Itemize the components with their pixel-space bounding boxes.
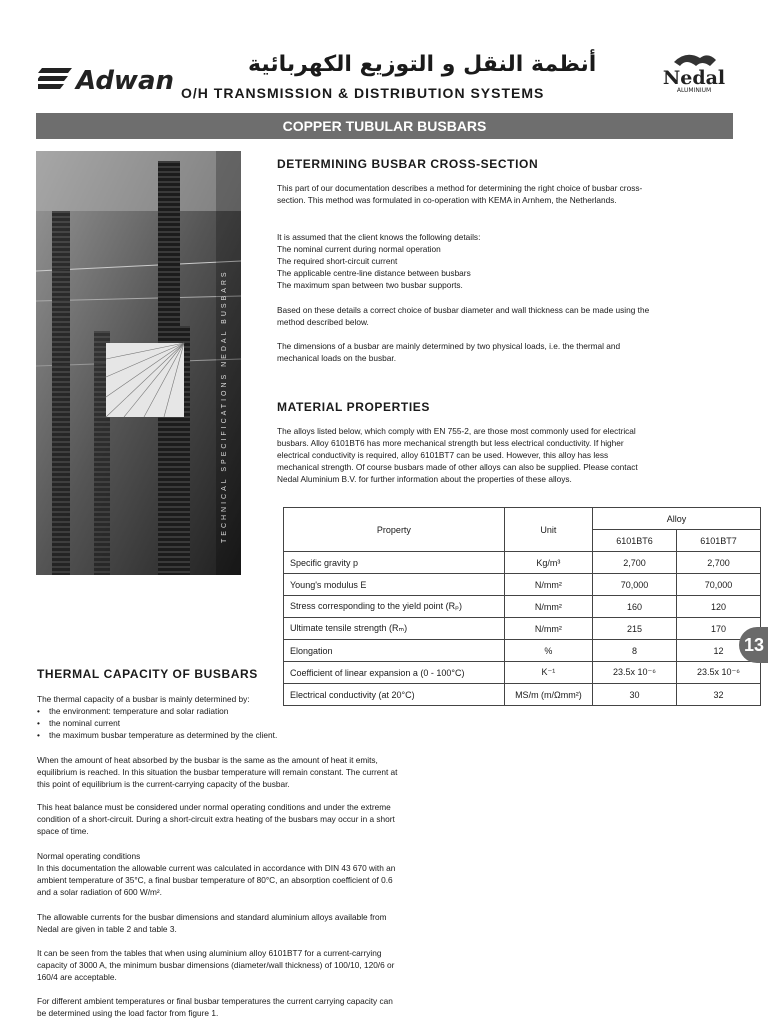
- cross-section-para-3: Based on these details a correct choice of busbar diameter and wall thickness can be made using the method described below.: [277, 305, 650, 327]
- adwan-logo-text: Adwan: [76, 66, 175, 96]
- cell-unit: %: [504, 640, 592, 662]
- list-item: • the maximum busbar temperature as determined by the client.: [49, 729, 402, 741]
- table-row: [284, 618, 761, 640]
- table-header-6101bt6: 6101BT6: [593, 530, 677, 552]
- cell-property: Ultimate tensile strength (Rₘ): [284, 618, 505, 640]
- list-item: • the environment: temperature and solar radiation: [49, 705, 402, 717]
- cell-property: Electrical conductivity (at 20°C): [284, 684, 505, 706]
- nedal-logo: [656, 48, 732, 94]
- material-properties-para: The alloys listed below, which comply with EN 755-2, are those most commonly used for electrical busbars. Alloy 6101BT6 has more mechanical strength but less electrical conductivity. If higher electrical conductivity is required, alloy 6101BT7 can be used. However, this alloy has less mechanical strength. Of course busbars made of other alloys can also be supplied. Please contact Nedal Aluminium B.V. for further information about the properties of these alloys.: [277, 426, 638, 484]
- cell-6101bt7: 23.5x 10⁻⁶: [676, 662, 760, 684]
- cell-6101bt6: 70,000: [593, 574, 677, 596]
- thermal-para-5: It can be seen from the tables that when using aluminium alloy 6101BT7 for a current-carrying capacity of 3000 A, the minimum busbar dimensions (diameter/wall thickness) of 100/10, 120/6 or 160/4 are acceptable.: [37, 948, 395, 982]
- cell-6101bt7: 170: [676, 618, 760, 640]
- page-number-tab: 13: [739, 627, 768, 663]
- normal-conditions-title: Normal operating conditions: [37, 851, 141, 861]
- cross-section-para-1: This part of our documentation describes a method for determining the right choice of busbar cross-section. This method was formulated in co-operation with KEMA in Arnhem, the Netherlands.: [277, 183, 643, 205]
- normal-conditions-block: [37, 850, 402, 898]
- client-details-intro: It is assumed that the client knows the following details:: [277, 232, 481, 242]
- table-header-unit: Unit: [504, 508, 592, 552]
- thermal-intro: The thermal capacity of a busbar is mainly determined by:: [37, 694, 250, 704]
- table-header-property: Property: [284, 508, 505, 552]
- cell-6101bt6: 23.5x 10⁻⁶: [593, 662, 677, 684]
- substation-photo: [36, 151, 241, 575]
- cell-unit: Kg/m³: [504, 552, 592, 574]
- header-subtitle: O/H TRANSMISSION & DISTRIBUTION SYSTEMS: [181, 85, 545, 101]
- cell-unit: N/mm²: [504, 574, 592, 596]
- cell-6101bt6: 160: [593, 596, 677, 618]
- thermal-para-6: For different ambient temperatures or final busbar temperatures the current carrying capacity can be determined using the load factor from figure 1.: [37, 996, 393, 1018]
- cell-unit: MS/m (m/Ωmm²): [504, 684, 592, 706]
- cell-property: Coefficient of linear expansion a (0 - 100°C): [284, 662, 505, 684]
- cell-property: Elongation: [284, 640, 505, 662]
- heading-cross-section: DETERMINING BUSBAR CROSS-SECTION: [277, 157, 539, 171]
- adwan-logo: [38, 60, 178, 96]
- thermal-bullet-list: [37, 705, 402, 741]
- cross-section-para-4: The dimensions of a busbar are mainly determined by two physical loads, i.e. the thermal and mechanical loads on the busbar.: [277, 341, 621, 363]
- nedal-logo-subtext: ALUMINIUM: [676, 87, 712, 94]
- nedal-logo-text: Nedal: [662, 67, 726, 89]
- arabic-title: أنظمة النقل و التوزيع الكهربائية: [248, 52, 597, 77]
- client-detail-item: The required short-circuit current: [277, 256, 398, 266]
- table-row: [284, 596, 761, 618]
- cell-6101bt7: 32: [676, 684, 760, 706]
- table-row: [284, 552, 761, 574]
- table-row: [284, 574, 761, 596]
- cell-6101bt7: 70,000: [676, 574, 760, 596]
- cell-unit: N/mm²: [504, 618, 592, 640]
- cell-6101bt6: 215: [593, 618, 677, 640]
- cell-6101bt6: 2,700: [593, 552, 677, 574]
- client-detail-item: The maximum span between two busbar supports.: [277, 280, 463, 290]
- heading-material-properties: MATERIAL PROPERTIES: [277, 400, 430, 414]
- cell-6101bt7: 120: [676, 596, 760, 618]
- cell-property: Young's modulus E: [284, 574, 505, 596]
- normal-conditions-text: In this documentation the allowable current was calculated in accordance with DIN 43 670 with an ambient temperature of 35°C, a final busbar temperature of 80°C, an absorption coefficient of 0.6 and a solar radiation of 600 W/m².: [37, 863, 396, 897]
- cell-unit: N/mm²: [504, 596, 592, 618]
- thermal-intro-block: [37, 693, 402, 741]
- section-banner: COPPER TUBULAR BUSBARS: [36, 113, 733, 139]
- cell-6101bt6: 8: [593, 640, 677, 662]
- cell-property: Specific gravity p: [284, 552, 505, 574]
- cell-property: Stress corresponding to the yield point (Rₚ): [284, 596, 505, 618]
- thermal-para-2: This heat balance must be considered under normal operating conditions and under the extreme condition of a short-circuit. During a short-circuit extra heating of the busbars may occur in a short space of time.: [37, 802, 395, 836]
- cell-6101bt7: 2,700: [676, 552, 760, 574]
- client-detail-item: The applicable centre-line distance between busbars: [277, 268, 471, 278]
- table-row: [284, 640, 761, 662]
- cell-6101bt6: 30: [593, 684, 677, 706]
- cell-unit: K⁻¹: [504, 662, 592, 684]
- client-detail-item: The nominal current during normal operation: [277, 244, 441, 254]
- client-details: [277, 231, 657, 291]
- thermal-para-4: The allowable currents for the busbar dimensions and standard aluminium alloys available from Nedal are given in table 2 and table 3.: [37, 912, 387, 934]
- heading-thermal-capacity: THERMAL CAPACITY OF BUSBARS: [37, 667, 258, 681]
- photo-vertical-text: TECHNICAL SPECIFICATIONS NEDAL BUSBARS: [221, 269, 228, 543]
- table-header-6101bt7: 6101BT7: [676, 530, 760, 552]
- table-header-alloy: Alloy: [593, 508, 761, 530]
- list-item: • the nominal current: [49, 717, 402, 729]
- cell-6101bt7: 12: [676, 640, 760, 662]
- thermal-para-1: When the amount of heat absorbed by the busbar is the same as the amount of heat it emits, equilibrium is reached. In this situation the busbar temperature will remain constant. The current at this point of equilibrium is the current-carrying capacity of the busbar.: [37, 755, 398, 789]
